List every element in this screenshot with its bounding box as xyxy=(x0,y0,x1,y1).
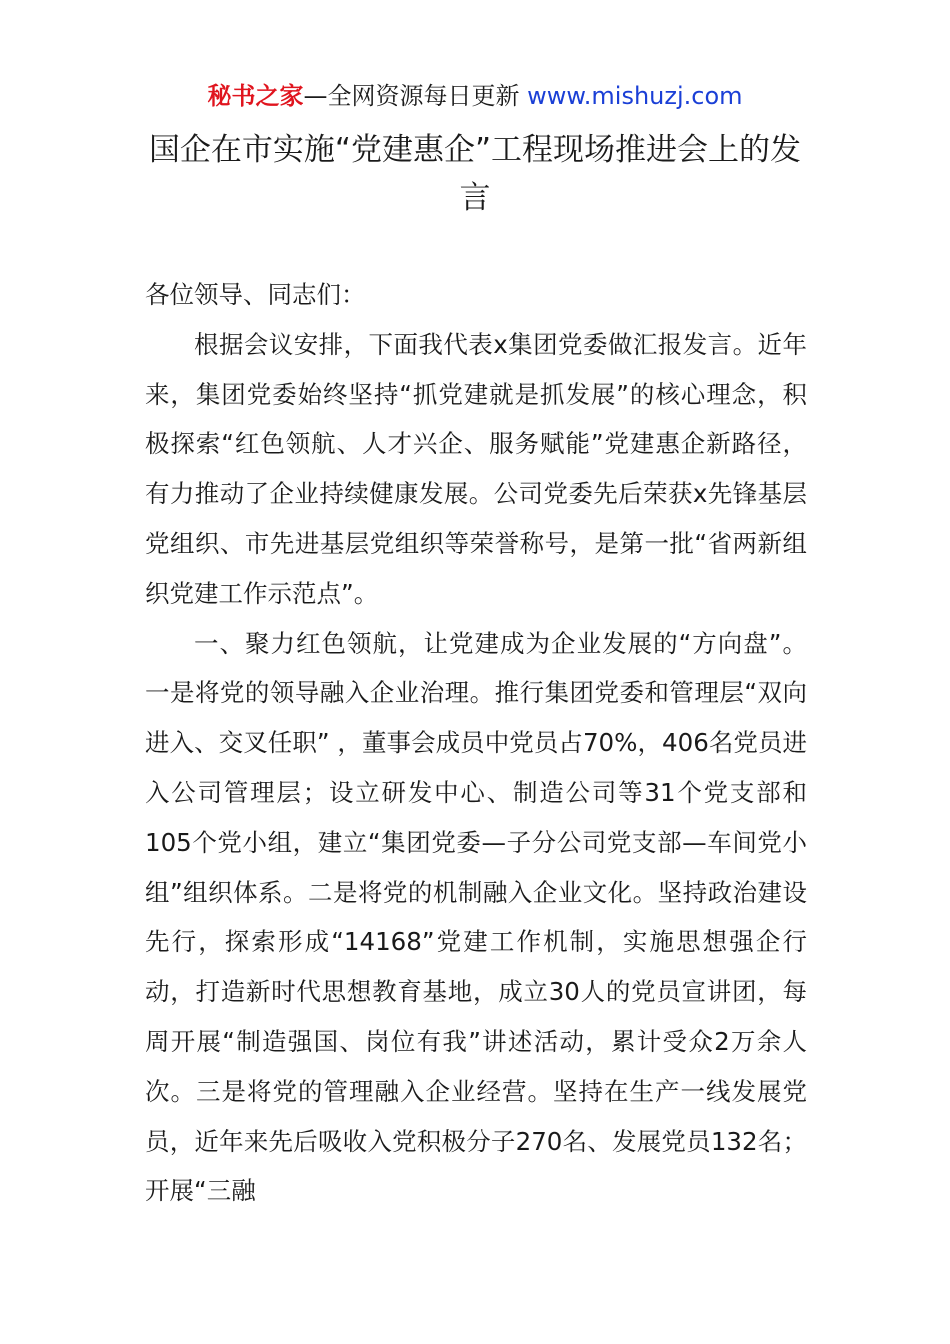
header-tagline: —全网资源每日更新 xyxy=(303,82,528,110)
paragraph-section-one: 一、聚力红色领航，让党建成为企业发展的“方向盘”。一是将党的领导融入企业治理。推行集团党委和管理层“双向进入、交叉任职” ，董事会成员中党员占70%，406名党员进入公司管理层；设立研发中心、制造公司等31个党支部和105个党小组，建立“集团党委—子分公司党支部—车间党小组”组织体系。二是将党的机制融入企业文化。坚持政治建设先行，探索形成“14168”党建工作机制，实施思想强企行动，打造新时代思想教育基地，成立30人的党员宣讲团，每周开展“制造强国、岗位有我”讲述活动，累计受众2万余人次。三是将党的管理融入企业经营。坚持在生产一线发展党员，近年来先后吸收入党积极分子270名、发展党员132名；开展“三融 xyxy=(145,628,807,1206)
brand-name: 秘书之家 xyxy=(207,82,304,110)
document-body xyxy=(145,270,807,1216)
paragraph-intro: 根据会议安排，下面我代表x集团党委做汇报发言。近年来，集团党委始终坚持“抓党建就是抓发展”的核心理念，积极探索“红色领航、人才兴企、服务赋能”党建惠企新路径，有力推动了企业持续健康发展。公司党委先后荣获x先锋基层党组织、市先进基层党组织等荣誉称号，是第一批“省两新组织党建工作示范点”。 xyxy=(145,329,807,608)
document-title: 国企在市实施“党建惠企”工程现场推进会上的发言 xyxy=(148,132,802,216)
site-url-link[interactable]: www.mishuzj.com xyxy=(527,82,743,110)
site-header xyxy=(0,80,950,112)
salutation: 各位领导、同志们： xyxy=(145,280,366,309)
